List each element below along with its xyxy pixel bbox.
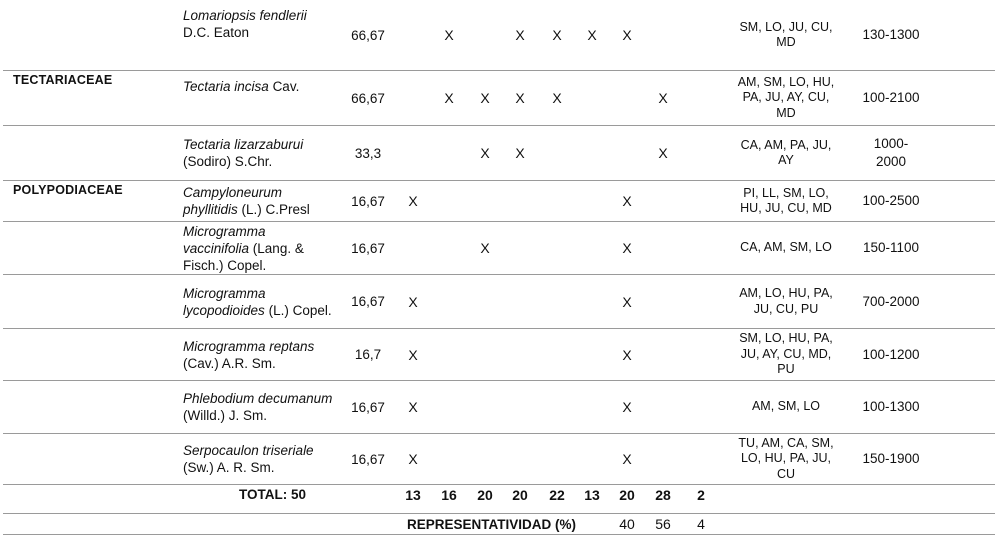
regions-text <box>739 20 832 51</box>
presence-mark: X <box>480 90 490 106</box>
presence-mark: X <box>552 90 562 106</box>
total-row <box>3 485 995 514</box>
family-name <box>13 434 173 484</box>
altitude-range <box>853 181 929 221</box>
regions-text <box>740 240 832 256</box>
family-name <box>13 381 173 433</box>
species-author: (Cav.) A.R. Sm. <box>183 355 276 371</box>
species-text <box>183 223 333 274</box>
regions <box>721 71 851 125</box>
species-scientific-name: Microgramma reptans <box>183 338 315 354</box>
family-name <box>13 126 173 180</box>
family-name <box>13 222 173 274</box>
frequency-percent: 66,67 <box>351 90 385 106</box>
altitude-range <box>853 222 929 274</box>
species-author: (Lang. & Fisch.) Copel. <box>183 240 304 273</box>
presence-mark: X <box>444 27 454 43</box>
species-scientific-name: Tectaria lizarzaburui <box>183 137 304 152</box>
altitude-text <box>862 346 919 364</box>
altitude-line: 150-1100 <box>862 240 920 255</box>
regions-line: SM, LO, JU, CU, <box>739 19 833 34</box>
total-value: 13 <box>405 487 421 503</box>
species-text <box>183 442 333 476</box>
presence-mark: X <box>515 90 525 106</box>
presence-mark: X <box>587 27 597 43</box>
regions-line: AM, SM, LO <box>751 399 821 414</box>
table-row <box>3 126 995 181</box>
family-name: POLYPODIACEAE <box>13 183 123 197</box>
regions-line: JU, AY, CU, MD, <box>740 346 832 361</box>
regions-line: TU, AM, CA, SM, <box>738 435 834 450</box>
presence-mark: X <box>408 293 418 310</box>
presence-mark: X <box>480 240 490 256</box>
regions-text <box>738 436 833 483</box>
species-scientific-name: Serpocaulon triseriale <box>183 443 314 458</box>
species-author: D.C. Eaton <box>183 25 250 40</box>
species-author: (L.) C.Presl <box>241 202 310 217</box>
total-value: 13 <box>584 487 600 503</box>
species-scientific-name: Microgramma lycopodioides <box>183 285 266 318</box>
altitude-range <box>853 0 929 70</box>
presence-mark: X <box>622 451 632 467</box>
regions-line: SM, LO, HU, PA, <box>739 331 833 346</box>
presence-mark: X <box>622 293 632 310</box>
presence-mark: X <box>515 27 525 43</box>
presence-mark: X <box>480 145 490 161</box>
presence-mark: X <box>408 451 418 467</box>
regions <box>721 126 851 180</box>
species-author: (L.) Copel. <box>268 302 332 318</box>
presence-mark: X <box>622 193 632 209</box>
table-row <box>3 275 995 329</box>
altitude-text <box>862 89 919 107</box>
species-text <box>183 338 333 372</box>
family-name: TECTARIACEAE <box>13 73 113 87</box>
altitude-text <box>862 398 919 416</box>
total-value: 20 <box>619 487 635 503</box>
presence-mark: X <box>622 399 632 415</box>
species-text <box>183 7 333 41</box>
altitude-line: 2000 <box>875 154 907 169</box>
presence-mark: X <box>622 240 632 256</box>
table-row <box>3 381 995 434</box>
presence-mark: X <box>444 90 454 106</box>
regions-line: CA, AM, SM, LO <box>740 240 832 255</box>
total-value: 2 <box>697 487 705 503</box>
species-author: (Willd.) J. Sm. <box>183 408 267 423</box>
species-scientific-name: Campyloneurum phyllitidis <box>183 185 283 217</box>
frequency-percent: 16,67 <box>351 193 385 209</box>
presence-mark: X <box>408 399 418 415</box>
altitude-line: 100-1200 <box>862 346 920 362</box>
altitude-line: 150-1900 <box>862 451 920 466</box>
regions-line: CA, AM, PA, JU, <box>740 137 832 152</box>
regions <box>721 181 851 221</box>
total-value: 22 <box>549 487 565 503</box>
species-name <box>183 126 333 180</box>
regions-text <box>738 75 835 122</box>
species-name <box>183 0 333 70</box>
frequency-percent: 16,7 <box>354 347 382 362</box>
species-name <box>183 434 333 484</box>
regions-text <box>741 138 832 169</box>
species-scientific-name: Lomariopsis fendlerii <box>183 8 307 23</box>
presence-mark: X <box>408 193 418 209</box>
altitude-range <box>853 434 929 484</box>
regions-line: PA, JU, AY, CU, <box>742 90 830 105</box>
regions-line: MD <box>776 35 796 49</box>
family-name <box>13 275 173 328</box>
regions-line: PU <box>777 362 795 377</box>
altitude-text <box>874 135 909 171</box>
altitude-line: 100-2100 <box>862 90 920 105</box>
regions-text <box>740 186 832 217</box>
altitude-line: 700-2000 <box>862 293 920 309</box>
family-name <box>13 329 173 380</box>
total-label: TOTAL: 50 <box>239 487 307 502</box>
presence-mark: X <box>622 27 632 43</box>
species-name <box>183 275 333 328</box>
table-row <box>3 329 995 381</box>
species-name <box>183 71 333 125</box>
presence-mark: X <box>515 145 525 161</box>
species-name <box>183 381 333 433</box>
species-scientific-name: Microgramma vaccinifolia <box>183 223 266 256</box>
species-text <box>183 390 333 424</box>
species-author: (Sodiro) S.Chr. <box>183 154 273 169</box>
species-name <box>183 222 333 274</box>
species-scientific-name: Tectaria incisa <box>183 79 269 94</box>
altitude-range <box>853 71 929 125</box>
regions <box>721 434 851 484</box>
regions-line: AM, LO, HU, PA, <box>739 286 833 300</box>
frequency-percent: 66,67 <box>351 27 385 43</box>
total-value: 16 <box>441 487 457 503</box>
altitude-text <box>863 239 919 257</box>
presence-mark: X <box>408 346 418 363</box>
species-text <box>183 184 333 218</box>
representatividad-label: REPRESENTATIVIDAD (%) <box>407 516 577 532</box>
regions-line: HU, JU, CU, MD <box>740 201 832 215</box>
altitude-range <box>853 275 929 328</box>
total-value: 20 <box>477 487 493 503</box>
regions <box>721 222 851 274</box>
regions-line: LO, HU, PA, JU, <box>740 451 832 466</box>
presence-mark: X <box>622 346 632 363</box>
regions-line: AY <box>778 153 794 167</box>
table-row <box>3 181 995 222</box>
frequency-percent: 16,67 <box>351 451 385 467</box>
species-text <box>183 285 333 319</box>
regions <box>721 329 851 380</box>
altitude-line: 100-2500 <box>862 193 920 208</box>
frequency-percent: 16,67 <box>351 240 385 256</box>
altitude-range <box>853 329 929 380</box>
species-name <box>183 329 333 380</box>
altitude-range <box>853 381 929 433</box>
presence-mark: X <box>552 27 562 43</box>
regions-line: CU <box>776 466 796 481</box>
representatividad-value: 40 <box>619 516 635 532</box>
species-text <box>183 136 333 170</box>
altitude-line: 130-1300 <box>862 27 920 42</box>
species-author: Cav. <box>272 79 300 94</box>
species-author: (Sw.) A. R. Sm. <box>183 460 275 475</box>
representatividad-value: 4 <box>697 516 705 532</box>
regions <box>721 0 851 70</box>
frequency-percent: 33,3 <box>354 145 382 161</box>
presence-mark: X <box>658 145 668 161</box>
altitude-text <box>862 192 919 210</box>
altitude-text <box>862 450 919 468</box>
altitude-line: 1000- <box>873 136 909 151</box>
species-scientific-name: Phlebodium decumanum <box>183 391 333 406</box>
altitude-text <box>862 26 919 44</box>
regions-text <box>739 331 833 378</box>
altitude-range <box>853 126 929 180</box>
altitude-line: 100-1300 <box>862 399 920 414</box>
regions-line: PI, LL, SM, LO, <box>743 185 829 200</box>
regions-text <box>739 286 833 317</box>
table-row <box>3 71 995 126</box>
representatividad-value: 56 <box>655 516 671 532</box>
representatividad-row <box>3 514 995 535</box>
presence-mark: X <box>658 90 668 106</box>
regions <box>721 275 851 328</box>
table-row <box>3 0 995 71</box>
altitude-text <box>862 293 919 311</box>
regions <box>721 381 851 433</box>
regions-text <box>752 399 820 415</box>
species-text <box>183 78 299 95</box>
table-row <box>3 222 995 275</box>
table-row <box>3 434 995 485</box>
frequency-percent: 16,67 <box>351 399 385 415</box>
total-value: 20 <box>512 487 528 503</box>
regions-line: AM, SM, LO, HU, <box>737 74 835 89</box>
regions-line: JU, CU, PU <box>753 301 819 316</box>
species-name <box>183 181 333 221</box>
frequency-percent: 16,67 <box>351 294 385 309</box>
total-value: 28 <box>655 487 671 503</box>
regions-line: MD <box>776 105 796 120</box>
